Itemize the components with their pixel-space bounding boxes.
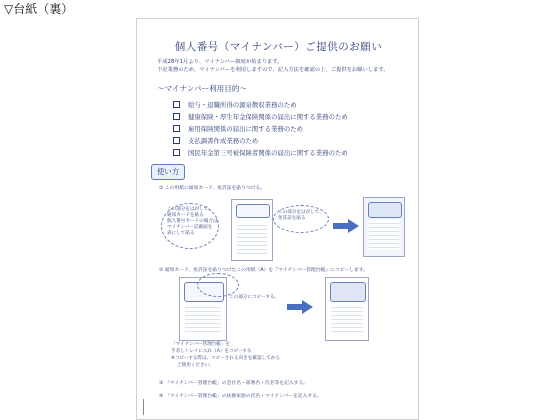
intro-line: 平成28年1月より、マイナンバー制度が始まります。 xyxy=(157,59,283,65)
purpose-list xyxy=(173,98,348,158)
note-line: 通知カードを貼る xyxy=(167,213,204,218)
form-thumbnail xyxy=(231,199,273,261)
margin-mark xyxy=(143,399,148,415)
form-rows xyxy=(331,304,363,334)
sheet-title: 個人番号（マイナンバー）ご提供のお願い xyxy=(174,41,383,53)
intro-text xyxy=(157,58,389,74)
step-1-text: ① この用紙に通知カード、免許証を貼りつける。 xyxy=(159,186,266,191)
checkbox[interactable] xyxy=(173,149,180,156)
form-rows xyxy=(237,222,267,254)
copy-note: この部分にコピーする。 xyxy=(229,295,280,300)
checkbox[interactable] xyxy=(173,125,180,132)
checkbox[interactable] xyxy=(173,101,180,108)
copied-area xyxy=(330,282,366,302)
note-line: 「マイナンバー管理台帳」を xyxy=(171,342,231,347)
note-line: 表にして貼る xyxy=(167,231,195,236)
purpose-item xyxy=(173,110,348,122)
purpose-label: 雇用保険関係の届出に関する業務のため xyxy=(188,124,304,133)
purpose-item xyxy=(173,98,348,110)
purpose-label: 国民年金第三号被保険者関係の届出に関する業務のため xyxy=(188,148,348,157)
dashed-callout xyxy=(161,203,219,249)
checkbox[interactable] xyxy=(173,137,180,144)
purpose-label: 支払調書作成業務のため xyxy=(188,136,259,145)
form-thumbnail-filled xyxy=(363,197,405,257)
caption-label: ▽台紙（裏） xyxy=(4,2,74,16)
purpose-item xyxy=(173,122,348,134)
right-arrow-icon xyxy=(333,219,359,233)
step-2-text: ② 通知カード、免許証を貼りつけたこの用紙（A）を『マイナンバー管理台帳』にコピーします。 xyxy=(159,268,368,273)
note-line: この部分をはがして、 xyxy=(167,207,213,212)
dashed-callout xyxy=(197,273,239,297)
dashed-callout xyxy=(273,205,329,233)
form-rows xyxy=(185,304,221,334)
purpose-heading: 〜マイナンバー利用目的〜 xyxy=(157,84,248,93)
howto-label: 使い方 xyxy=(151,164,185,180)
purpose-item xyxy=(173,134,348,146)
intro-line: 下記業務のため、マイナンバーを利用しますので、記入方法を確認の上、ご提供をお願いします。 xyxy=(157,67,389,73)
purpose-label: 健康保険・厚生年金保険関係の届出に関する業務のため xyxy=(188,112,348,121)
purpose-item xyxy=(173,146,348,158)
form-rows xyxy=(369,220,399,250)
step-4-text: ④ 「マイナンバー管理台帳」の扶養家族の氏名・マイナンバーを記入する。 xyxy=(159,394,322,399)
checkbox[interactable] xyxy=(173,113,180,120)
card-slot xyxy=(368,202,402,218)
right-arrow-icon xyxy=(287,300,313,314)
step-2-notes xyxy=(171,341,280,369)
note-line: ※コピーする際は、コピーされる向きを確認してから xyxy=(171,356,280,361)
ledger-thumbnail-copied xyxy=(325,277,369,341)
step-3-text: ③ 「マイナンバー管理台帳」の会社名・部署名・氏名等を記入する。 xyxy=(159,381,309,386)
note-line: マイナンバー記載面を xyxy=(167,225,213,230)
note-line: 個人番号カードの場合は xyxy=(167,219,218,224)
note-line: 手差しトレイに入れ（A）をコピーする xyxy=(171,349,252,354)
purpose-label: 給与・退職所得の源泉徴収業務のため xyxy=(188,100,297,109)
note-line: 免許証を貼る xyxy=(278,216,306,221)
card-slot xyxy=(236,204,270,218)
form-sheet xyxy=(136,18,419,420)
note-line: ご使用ください。 xyxy=(177,363,214,368)
note-line: この部分をはがして、 xyxy=(278,210,324,215)
